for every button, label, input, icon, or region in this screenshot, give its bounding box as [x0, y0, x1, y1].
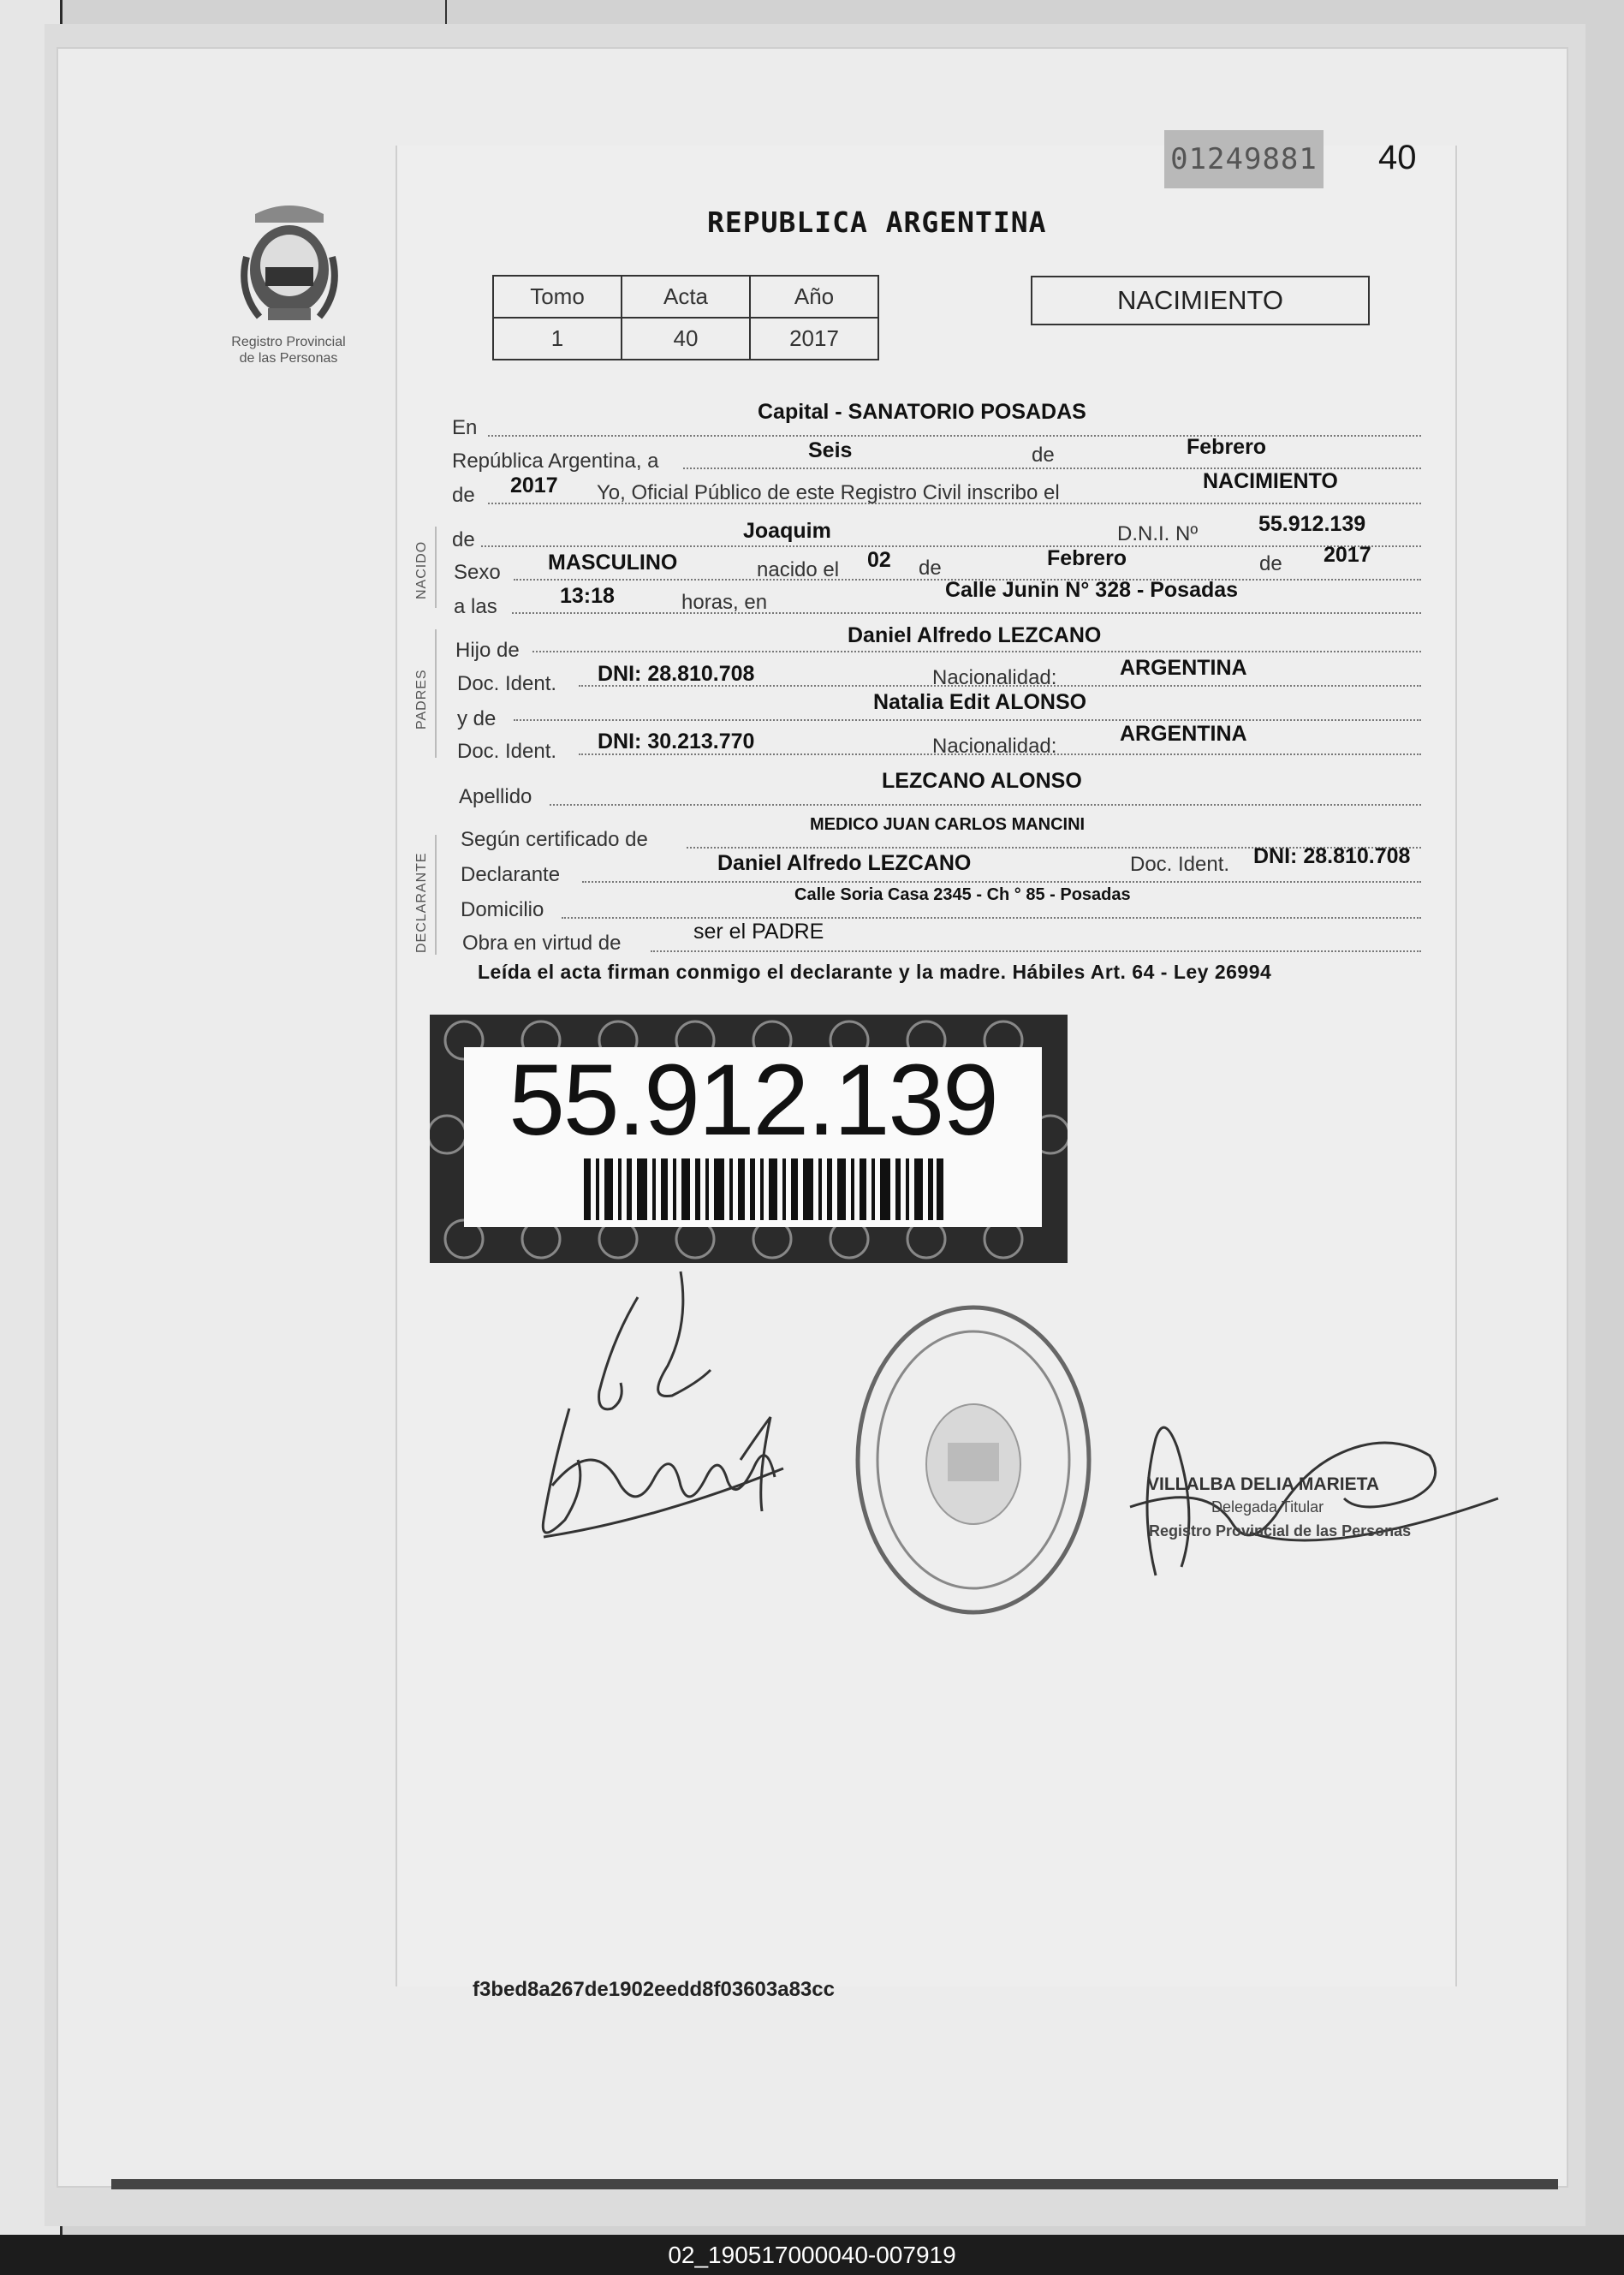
value-reason: ser el PADRE [693, 920, 824, 944]
value-birth-place: Calle Junin N° 328 - Posadas [945, 578, 1239, 602]
label-dni: D.N.I. Nº [1117, 522, 1199, 545]
official-seal [852, 1301, 1096, 1618]
value-month: Febrero [1187, 435, 1267, 459]
registry-header-tomo: Tomo [493, 276, 622, 318]
section-divider-declarante [435, 835, 437, 955]
coat-of-arms-logo [229, 197, 349, 325]
officer-role: Delegada Titular [1211, 1498, 1324, 1516]
logo-caption-line1: Registro Provincial [231, 335, 346, 349]
value-mother-doc: DNI: 30.213.770 [598, 730, 755, 753]
label-doc-1: Doc. Ident. [457, 672, 557, 695]
value-address: Calle Soria Casa 2345 - Ch ° 85 - Posadas [794, 885, 1131, 904]
serial-number-stamp: 01249881 [1164, 130, 1324, 188]
value-place: Capital - SANATORIO POSADAS [758, 400, 1086, 424]
logo-caption-line2: de las Personas [239, 351, 338, 366]
label-obra: Obra en virtud de [462, 932, 622, 955]
sticker-dni-number: 55.912.139 [509, 1044, 997, 1157]
value-father: Daniel Alfredo LEZCANO [848, 623, 1102, 647]
section-label-declarante: DECLARANTE [414, 852, 429, 953]
label-de-5: de [1259, 552, 1282, 575]
document-hash: f3bed8a267de1902eedd8f03603a83cc [473, 1978, 835, 2001]
label-de-3: de [452, 528, 475, 551]
label-doc-3: Doc. Ident. [1130, 853, 1230, 876]
value-child-name: Joaquim [743, 519, 831, 543]
label-doc-2: Doc. Ident. [457, 740, 557, 763]
value-father-nationality: ARGENTINA [1120, 656, 1247, 680]
label-nacionalidad-2: Nacionalidad: [932, 735, 1057, 758]
officer-organization: Registro Provincial de las Personas [1149, 1522, 1412, 1539]
registry-value-anio: 2017 [750, 318, 878, 360]
registry-value-row [493, 318, 878, 360]
label-republica: República Argentina, a [452, 450, 659, 473]
legal-text: Leída el acta firman conmigo el declarante y la madre. Hábiles Art. 64 - Ley 26994 [478, 961, 1272, 983]
paper-shadow [111, 2179, 1558, 2189]
value-mother-nationality: ARGENTINA [1120, 722, 1247, 746]
value-birth-month: Febrero [1047, 546, 1127, 570]
value-year: 2017 [510, 473, 558, 497]
value-certifier: MEDICO JUAN CARLOS MANCINI [810, 815, 1086, 834]
label-de-2: de [452, 484, 475, 507]
barcode [584, 1158, 943, 1220]
value-time: 13:18 [560, 584, 615, 608]
signature-declarant [518, 1263, 800, 1563]
officer-name: VILLALBA DELIA MARIETA [1147, 1474, 1380, 1494]
label-nacionalidad-1: Nacionalidad: [932, 666, 1057, 689]
registry-value-tomo: 1 [493, 318, 622, 360]
value-birth-day: 02 [867, 548, 891, 572]
label-hijo: Hijo de [455, 639, 520, 662]
value-declarant: Daniel Alfredo LEZCANO [717, 851, 972, 875]
section-divider-padres [435, 629, 437, 758]
value-surname: LEZCANO ALONSO [882, 769, 1082, 793]
section-label-padres: PADRES [414, 669, 429, 730]
label-oficial: Yo, Oficial Público de este Registro Civil inscribo el [597, 481, 1060, 504]
value-day: Seis [808, 438, 853, 462]
registry-header-anio: Año [750, 276, 878, 318]
registry-header-acta: Acta [622, 276, 750, 318]
section-divider-nacido [435, 527, 437, 608]
value-declarant-doc: DNI: 28.810.708 [1253, 844, 1411, 868]
registry-value-acta: 40 [622, 318, 750, 360]
dni-sticker [430, 1015, 1068, 1263]
image-caption: 02_190517000040-007919 [0, 2235, 1624, 2275]
label-alas: a las [454, 595, 497, 618]
label-domicilio: Domicilio [461, 898, 544, 921]
label-en: En [452, 416, 478, 439]
value-father-doc: DNI: 28.810.708 [598, 662, 755, 686]
value-dni: 55.912.139 [1258, 512, 1366, 536]
value-sex: MASCULINO [548, 551, 678, 575]
label-horas: horas, en [681, 591, 768, 614]
label-sexo: Sexo [454, 561, 501, 584]
label-apellido: Apellido [459, 785, 532, 808]
registry-header-row [493, 276, 878, 318]
label-declarante: Declarante [461, 863, 561, 886]
section-label-nacido: NACIDO [414, 540, 429, 599]
label-de-1: de [1032, 444, 1055, 467]
label-de-4: de [919, 557, 942, 580]
act-type-box: NACIMIENTO [1031, 276, 1370, 325]
value-act: NACIMIENTO [1203, 469, 1338, 493]
sticker-label [464, 1044, 1042, 1227]
label-segun: Según certificado de [461, 828, 648, 851]
signature-officer [1104, 1404, 1507, 1588]
country-title: REPUBLICA ARGENTINA [707, 205, 1047, 239]
value-birth-year: 2017 [1324, 543, 1371, 567]
registry-table [492, 275, 879, 360]
value-mother: Natalia Edit ALONSO [873, 690, 1087, 714]
label-y-de: y de [457, 707, 497, 730]
label-nacido: nacido el [757, 558, 840, 581]
page-number: 40 [1378, 139, 1417, 176]
logo-caption [207, 334, 370, 366]
scan-mark [445, 0, 447, 24]
